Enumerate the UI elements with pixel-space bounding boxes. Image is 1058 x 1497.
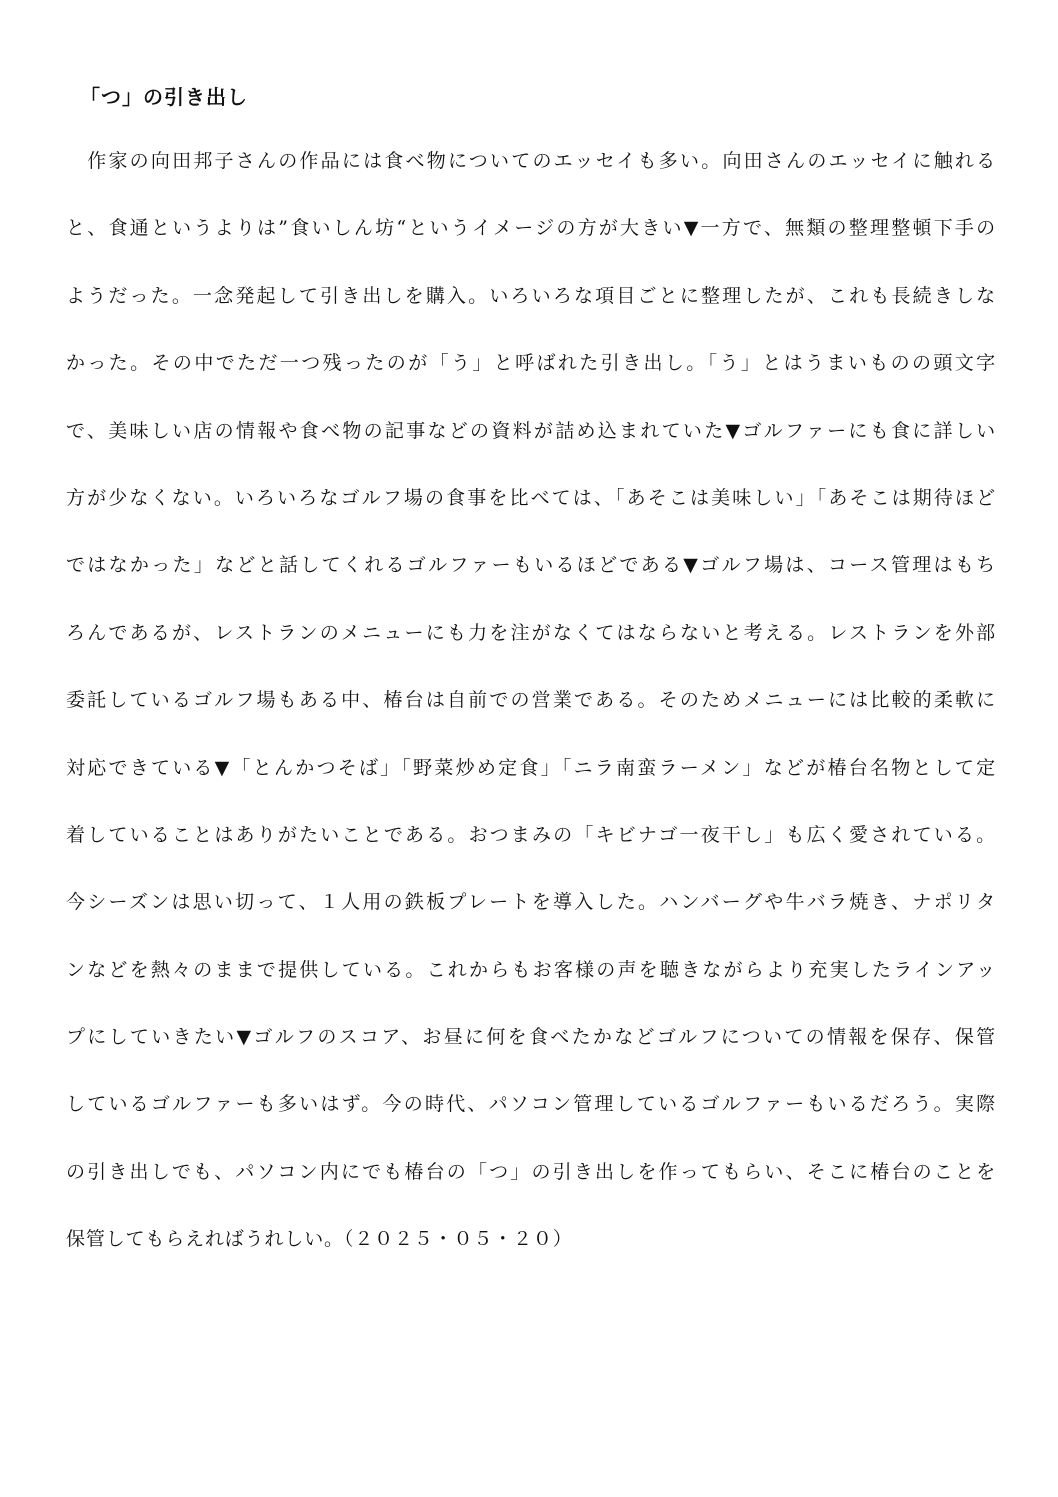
body-line: ようだった。一念発起して引き出しを購入。いろいろな項目ごとに整理したが、これも長続きしな — [66, 284, 996, 307]
body-line: の引き出しでも、パソコン内にでも椿台の「つ」の引き出しを作ってもらい、そこに椿台のことを — [66, 1160, 996, 1183]
document-title: 「つ」の引き出し — [80, 85, 248, 109]
body-line: 着していることはありがたいことである。おつまみの「キビナゴ一夜干し」も広く愛されている。 — [66, 823, 996, 846]
body-line: 対応できている▼「とんかつそば」「野菜炒め定食」「ニラ南蛮ラーメン」などが椿台名物として定 — [66, 756, 996, 779]
body-line: で、美味しい店の情報や食べ物の記事などの資料が詰め込まれていた▼ゴルファーにも食に詳しい — [66, 419, 996, 442]
body-line: 作家の向田邦子さんの作品には食べ物についてのエッセイも多い。向田さんのエッセイに触れる — [66, 150, 996, 172]
body-line: 方が少なくない。いろいろなゴルフ場の食事を比べては、「あそこは美味しい」「あそこは期待ほど — [66, 486, 996, 509]
body-line: と、食通というよりは”食いしん坊“というイメージの方が大きい▼一方で、無類の整理整頓下手の — [66, 217, 996, 240]
body-line-last: 保管してもらえればうれしい。（２０２５・０５・２０） — [66, 1228, 573, 1251]
body-line: 今シーズンは思い切って、１人用の鉄板プレートを導入した。ハンバーグや牛バラ焼き、ナポリタ — [66, 891, 996, 914]
body-line: しているゴルファーも多いはず。今の時代、パソコン管理しているゴルファーもいるだろう。実際 — [66, 1093, 996, 1116]
body-line: ンなどを熱々のままで提供している。これからもお客様の声を聴きながらより充実したラインアッ — [66, 958, 996, 981]
body-line: かった。その中でただ一つ残ったのが「う」と呼ばれた引き出し。「う」とはうまいものの頭文字 — [66, 352, 996, 375]
document-body — [66, 140, 996, 1286]
body-line: 委託しているゴルフ場もある中、椿台は自前での営業である。そのためメニューには比較的柔軟に — [66, 689, 996, 712]
body-line: ではなかった」などと話してくれるゴルファーもいるほどである▼ゴルフ場は、コース管理はもち — [66, 554, 996, 577]
body-line: プにしていきたい▼ゴルフのスコア、お昼に何を食べたかなどゴルフについての情報を保存、保管 — [66, 1026, 996, 1049]
body-line: ろんであるが、レストランのメニューにも力を注がなくてはならないと考える。レストランを外部 — [66, 621, 996, 644]
